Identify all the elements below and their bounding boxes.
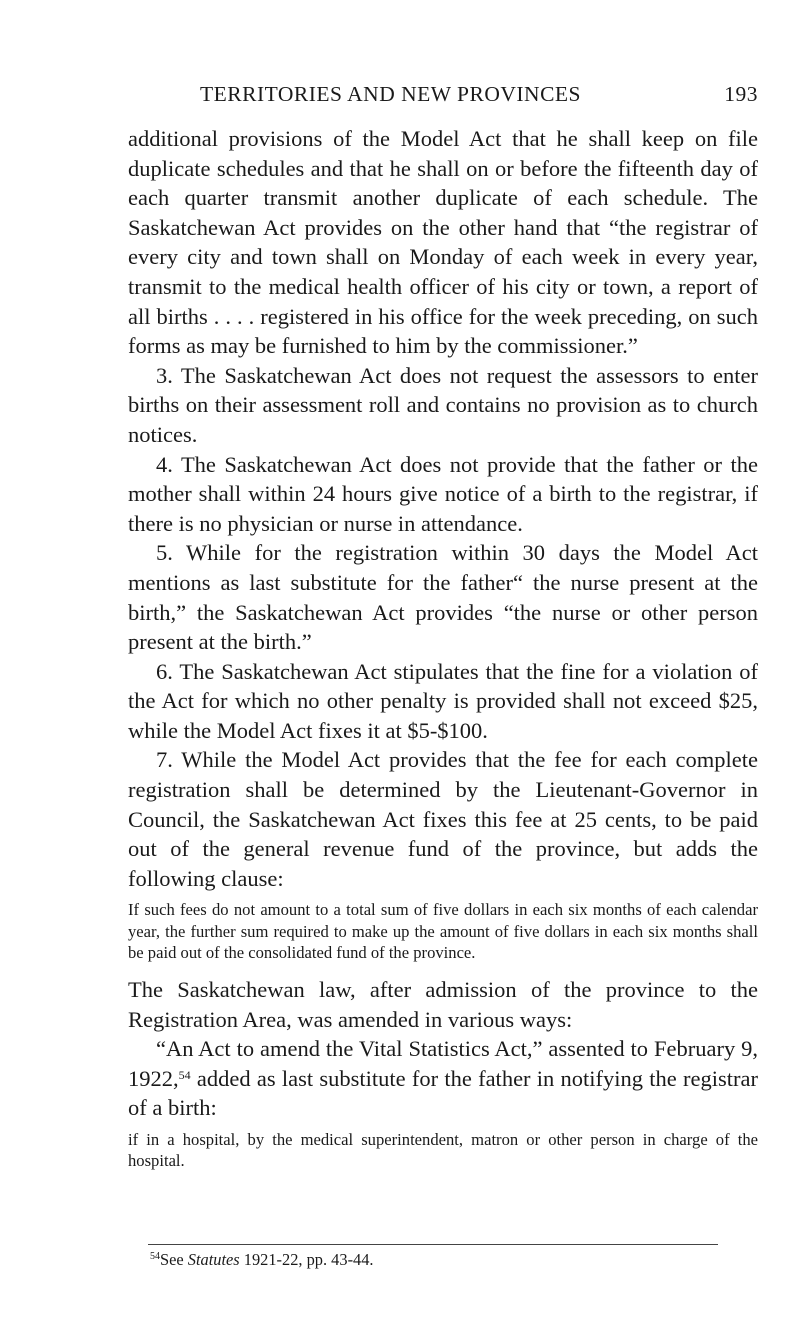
footnote-divider: [148, 1244, 718, 1245]
paragraph-point-5: 5. While for the registration within 30 days the Model Act mentions as last substitute for the father“ the nurse present at the birth,” the Saskatchewan Act provides “the nurse or other person present at the birth.”: [128, 540, 758, 655]
block-quote-hospital: if in a hospital, by the medical superintendent, matron or other person in charge of the hospital.: [128, 1130, 758, 1171]
block-quote-fees: If such fees do not amount to a total sum of five dollars in each six months of each calendar year, the further sum required to make up the amount of five dollars in each six months shall be paid out of the consolidated fund of the province.: [128, 900, 758, 962]
paragraph-amendments: The Saskatchewan law, after admission of the province to the Registration Area, was amended in various ways:: [128, 977, 758, 1032]
footnote-reference: 54: [178, 1067, 191, 1082]
running-title: TERRITORIES AND NEW PROVINCES: [200, 82, 582, 106]
paragraph-point-3: 3. The Saskatchewan Act does not request the assessors to enter births on their assessment roll and contains no provision as to church notices.: [128, 362, 758, 447]
paragraph-amending-act: [128, 1034, 758, 1123]
running-header: [128, 82, 758, 122]
amending-act-text: “An Act to amend the Vital Statistics Act,” assented to February 9, 1922,: [128, 1036, 758, 1091]
body-text: [128, 124, 758, 1183]
paragraph-point-7: 7. While the Model Act provides that the fee for each complete registration shall be determined by the Lieutenant-Governor in Council, the Saskatchewan Act fixes this fee at 25 cents, to be paid out of the general revenue fund of the province, but adds the following clause:: [128, 747, 758, 891]
footnote: [150, 1250, 750, 1270]
footnote-source: Statutes: [187, 1250, 240, 1269]
page-number: 193: [724, 82, 758, 106]
footnote-prefix: See: [160, 1250, 188, 1269]
amending-act-text-cont: added as last substitute for the father in notifying the registrar of a birth:: [128, 1065, 758, 1121]
footnote-suffix: 1921-22, pp. 43-44.: [239, 1250, 374, 1269]
footnote-mark: 54: [150, 1251, 160, 1262]
paragraph-point-6: 6. The Saskatchewan Act stipulates that the fine for a violation of the Act for which no other penalty is provided shall not exceed $25, while the Model Act fixes it at $5-$100.: [128, 658, 758, 743]
paragraph-point-4: 4. The Saskatchewan Act does not provide that the father or the mother shall within 24 hours give notice of a birth to the registrar, if there is no physician or nurse in attendance.: [128, 451, 758, 536]
paragraph-continued: additional provisions of the Model Act that he shall keep on file duplicate schedules and that he shall on or before the fifteenth day of each quarter transmit another duplicate of each schedule. The Saskatchewan Act provides on the other hand that “the registrar of every city and town shall on Monday of each week in every year, transmit to the medical health officer of his city or town, a report of all births . . . . registered in his office for the week preceding, on such forms as may be furnished to him by the commissioner.”: [128, 126, 758, 359]
